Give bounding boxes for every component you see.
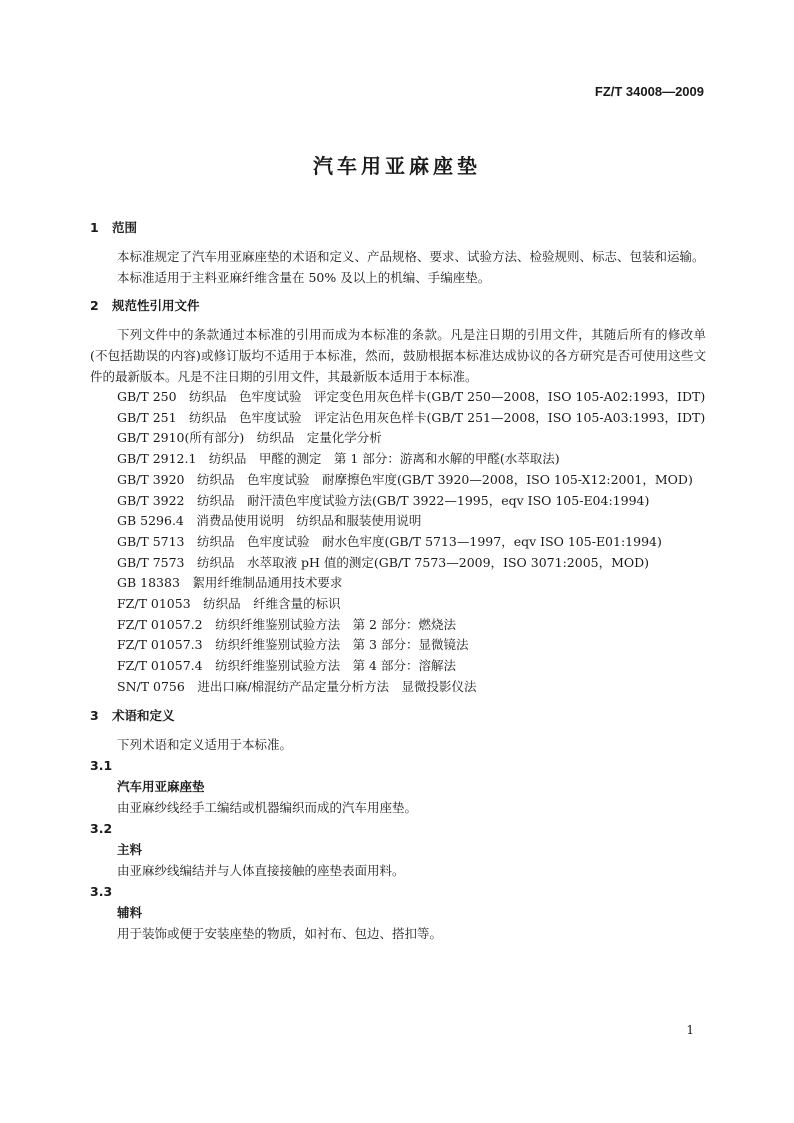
references-intro: 下列文件中的条款通过本标准的引用而成为本标准的条款。凡是注日期的引用文件，其随后所有的修改单(不包括勘误的内容)或修订版均不适用于本标准，然而，鼓励根据本标准达成协议的各方研究是否可使用这些文件的最新版本。凡是不注日期的引用文件，其最新版本适用于本标准。: [90, 327, 706, 384]
reference-item: GB/T 2912.1 纺织品 甲醛的测定 第 1 部分：游离和水解的甲醛(水萃取法): [117, 451, 560, 467]
reference-item: GB/T 7573 纺织品 水萃取液 pH 值的测定(GB/T 7573—2009，ISO 3071:2005，MOD): [117, 554, 650, 570]
section-1-number: 1: [90, 220, 99, 235]
page-number: 1: [686, 1023, 694, 1037]
reference-item: GB/T 5713 纺织品 色牢度试验 耐水色牢度(GB/T 5713—1997，eqv ISO 105-E01:1994): [117, 533, 662, 549]
reference-item: GB/T 3920 纺织品 色牢度试验 耐摩擦色牢度(GB/T 3920—2008，ISO 105-X12:2001，MOD): [117, 471, 693, 487]
section-1-heading: [90, 218, 706, 238]
section-2-heading: [90, 296, 706, 316]
document-body: [90, 218, 706, 944]
reference-item: GB/T 250 纺织品 色牢度试验 评定变色用灰色样卡(GB/T 250—2008，ISO 105-A02:1993，IDT): [117, 389, 706, 404]
section-1-title: 范围: [112, 220, 138, 235]
reference-item: FZ/T 01057.3 纺织纤维鉴别试验方法 第 3 部分：显微镜法: [117, 637, 469, 653]
section-3-number: 3: [90, 707, 99, 723]
scope-paragraph-2: 本标准适用于主料亚麻纤维含量在 50% 及以上的机编、手编座垫。: [117, 270, 491, 285]
section-2-title: 规范性引用文件: [112, 298, 200, 313]
reference-item: FZ/T 01053 纺织品 纤维含量的标识: [117, 596, 341, 612]
section-3-heading: [90, 706, 706, 726]
reference-item: GB 18383 絮用纤维制品通用技术要求: [117, 575, 343, 591]
term-name: 主料: [117, 841, 143, 857]
reference-item: FZ/T 01057.2 纺织纤维鉴别试验方法 第 2 部分：燃烧法: [117, 616, 456, 632]
reference-item: SN/T 0756 进出口麻/棉混纺产品定量分析方法 显微投影仪法: [117, 678, 477, 694]
term-number: 3.3: [90, 883, 113, 899]
term-name: 辅料: [117, 904, 143, 920]
term-definition: 由亚麻纱线经手工编结或机器编织而成的汽车用座垫。: [117, 799, 418, 815]
reference-item: GB/T 251 纺织品 色牢度试验 评定沾色用灰色样卡(GB/T 251—2008，ISO 105-A03:1993，IDT): [117, 409, 706, 425]
term-number: 3.1: [90, 757, 113, 773]
term-name: 汽车用亚麻座垫: [117, 778, 205, 794]
term-definition: 由亚麻纱线编结并与人体直接接触的座垫表面用料。: [117, 862, 405, 878]
section-3-title: 术语和定义: [112, 707, 175, 723]
standard-code: FZ/T 34008—2009: [594, 84, 704, 99]
reference-item: GB 5296.4 消费品使用说明 纺织品和服装使用说明: [117, 513, 422, 529]
document-title: 汽车用亚麻座垫: [313, 154, 481, 178]
reference-item: GB/T 3922 纺织品 耐汗渍色牢度试验方法(GB/T 3922—1995，eqv ISO 105-E04:1994): [117, 492, 650, 508]
scope-paragraph-1: 本标准规定了汽车用亚麻座垫的术语和定义、产品规格、要求、试验方法、检验规则、标志、包装和运输。: [117, 249, 705, 264]
reference-item: GB/T 2910(所有部分) 纺织品 定量化学分析: [117, 430, 382, 446]
term-definition: 用于装饰或便于安装座垫的物质，如衬布、包边、搭扣等。: [117, 925, 443, 941]
section-2-number: 2: [90, 298, 99, 313]
terms-intro: 下列术语和定义适用于本标准。: [117, 736, 293, 752]
reference-item: FZ/T 01057.4 纺织纤维鉴别试验方法 第 4 部分：溶解法: [117, 658, 456, 674]
term-number: 3.2: [90, 820, 113, 836]
